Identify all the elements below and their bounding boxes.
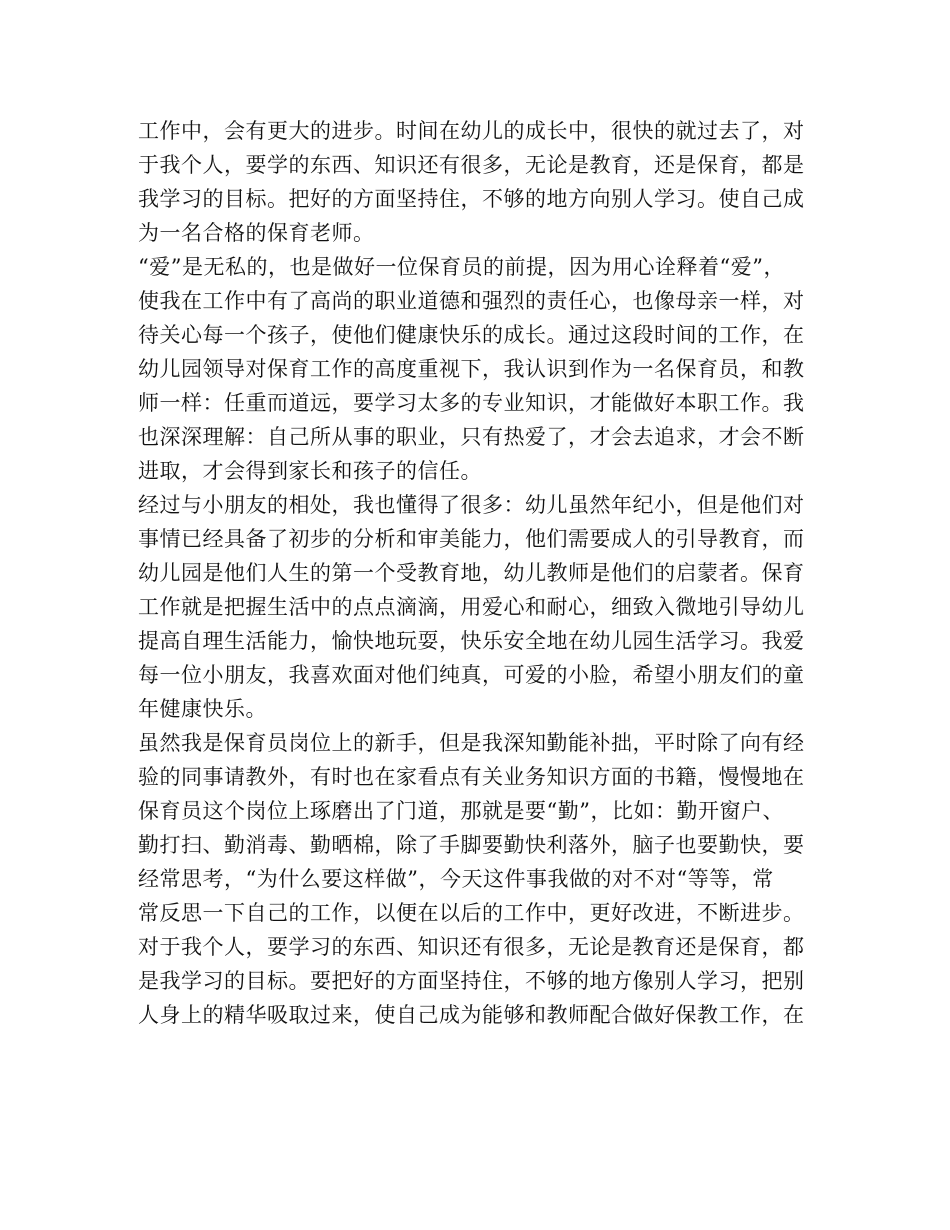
text-line: 是我学习的目标。要把好的方面坚持住，不够的地方像别人学习，把别: [138, 969, 805, 993]
text-line: 年健康快乐。: [138, 697, 267, 721]
text-line: 工作就是把握生活中的点点滴滴，用爱心和耐心，细致入微地引导幼儿: [138, 595, 805, 619]
text-line: “爱”是无私的，也是做好一位保育员的前提，因为用心诠释着“爱”，: [138, 255, 785, 279]
text-line: 勤打扫、勤消毒、勤晒棉，除了手脚要勤快利落外，脑子也要勤快，要: [138, 833, 805, 857]
text-line: 保育员这个岗位上琢磨出了门道，那就是要“勤”，比如：勤开窗户、: [138, 799, 784, 823]
text-line: 进取，才会得到家长和孩子的信任。: [138, 459, 482, 483]
text-line: 虽然我是保育员岗位上的新手，但是我深知勤能补拙，平时除了向有经: [138, 731, 805, 755]
text-line: 师一样：任重而道远，要学习太多的专业知识，才能做好本职工作。我: [138, 391, 805, 415]
text-line: 幼儿园是他们人生的第一个受教育地，幼儿教师是他们的启蒙者。保育: [138, 561, 805, 585]
text-line: 待关心每一个孩子，使他们健康快乐的成长。通过这段时间的工作，在: [138, 323, 805, 347]
text-line: 工作中，会有更大的进步。时间在幼儿的成长中，很快的就过去了，对: [138, 119, 805, 143]
text-line: 于我个人，要学的东西、知识还有很多，无论是教育，还是保育，都是: [138, 153, 805, 177]
text-line: 人身上的精华吸取过来，使自己成为能够和教师配合做好保教工作，在: [138, 1003, 805, 1027]
text-line: 对于我个人，要学习的东西、知识还有很多，无论是教育还是保育，都: [138, 935, 805, 959]
text-line: 也深深理解：自己所从事的职业，只有热爱了，才会去追求，才会不断: [138, 425, 805, 449]
text-line: 经过与小朋友的相处，我也懂得了很多：幼儿虽然年纪小，但是他们对: [138, 493, 805, 517]
document-body: [138, 114, 814, 1032]
text-line: 经常思考，“为什么要这样做”，今天这件事我做的对不对“等等，常: [138, 867, 774, 891]
text-line: 为一名合格的保育老师。: [138, 221, 375, 245]
text-line: 提高自理生活能力，愉快地玩耍，快乐安全地在幼儿园生活学习。我爱: [138, 629, 805, 653]
text-line: 幼儿园领导对保育工作的高度重视下，我认识到作为一名保育员，和教: [138, 357, 805, 381]
text-line: 常反思一下自己的工作，以便在以后的工作中，更好改进，不断进步。: [138, 901, 805, 925]
text-line: 每一位小朋友，我喜欢面对他们纯真，可爱的小脸，希望小朋友们的童: [138, 663, 805, 687]
text-line: 事情已经具备了初步的分析和审美能力，他们需要成人的引导教育，而: [138, 527, 805, 551]
text-line: 验的同事请教外，有时也在家看点有关业务知识方面的书籍，慢慢地在: [138, 765, 805, 789]
text-line: 我学习的目标。把好的方面坚持住，不够的地方向别人学习。使自己成: [138, 187, 805, 211]
text-line: 使我在工作中有了高尚的职业道德和强烈的责任心，也像母亲一样，对: [138, 289, 805, 313]
